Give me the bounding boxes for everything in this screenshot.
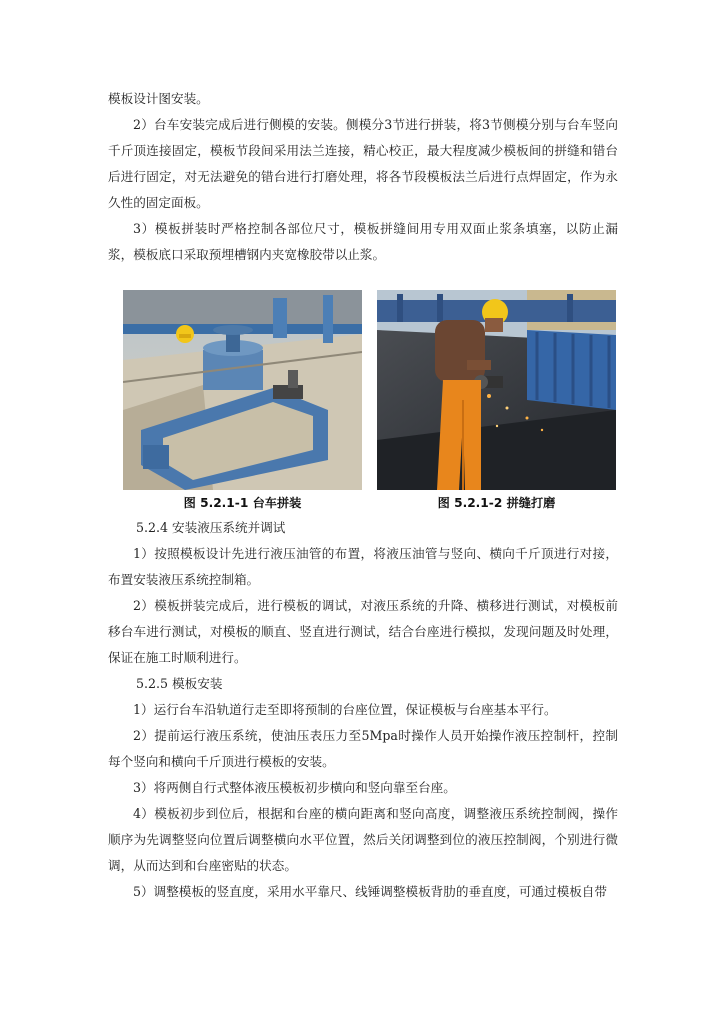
paragraph-side-form-install: 2）台车安装完成后进行侧模的安装。侧模分3节进行拼装，将3节侧模分别与台车竖向千斤顶连接固定，模板节段间采用法兰连接，精心校正，最大程度减少模板间的拼缝和错台后进行固定，对无法避免的错台进行打磨处理，将各节段模板法兰后进行点焊固定，作为永久性的固定面板。 (108, 117, 618, 210)
top-text-block (108, 86, 618, 268)
paragraph-form-seal: 3）模板拼装时严格控制各部位尺寸，模板拼缝间用专用双面止浆条填塞，以防止漏浆，模板底口采取预埋槽钢内夹宽橡胶带以止浆。 (108, 221, 618, 262)
bottom-text-block (108, 515, 618, 905)
paragraph-525-5: 5）调整模板的竖直度，采用水平靠尺、线锤调整模板背肋的垂直度，可通过模板自带 (133, 884, 607, 899)
paragraph-525-3: 3）将两侧自行式整体液压模板初步横向和竖向靠至台座。 (133, 780, 456, 795)
paragraph-525-2: 2）提前运行液压系统，使油压表压力至5Mpa时操作人员开始操作液压控制杆，控制每个竖向和横向千斤顶进行模板的安装。 (108, 728, 618, 769)
paragraph-525-4: 4）模板初步到位后，根据和台座的横向距离和竖向高度，调整液压系统控制阀，操作顺序为先调整竖向位置后调整横向水平位置，然后关闭调整到位的液压控制阀，个别进行微调，从而达到和台座密贴的状态。 (108, 806, 618, 873)
paragraph-524-1: 1）按照模板设计先进行液压油管的布置，将液压油管与竖向、横向千斤顶进行对接，布置安装液压系统控制箱。 (108, 546, 618, 587)
paragraph-525-1: 1）运行台车沿轨道行走至即将预制的台座位置，保证模板与台座基本平行。 (133, 702, 557, 717)
trolley-assembly-photo (123, 290, 362, 490)
figure-trolley-assembly (123, 290, 362, 490)
section-heading-525: 5.2.5 模板安装 (136, 676, 223, 691)
section-heading-524: 5.2.4 安装液压系统并调试 (136, 520, 286, 535)
paragraph-524-2: 2）模板拼装完成后，进行模板的调试，对液压系统的升降、横移进行测试，对模板前移台车进行测试，对模板的顺直、竖直进行测试，结合台座进行模拟，发现问题及时处理，保证在施工时顺利进行。 (108, 598, 618, 665)
figure-seam-grinding (377, 290, 616, 490)
figure-row (123, 290, 616, 512)
figure-caption-1: 图 5.2.1-1 台车拼装 (183, 496, 302, 510)
paragraph-continuation: 模板设计图安装。 (108, 91, 209, 106)
figure-caption-2: 图 5.2.1-2 拼缝打磨 (437, 496, 556, 510)
seam-grinding-photo (377, 290, 616, 490)
